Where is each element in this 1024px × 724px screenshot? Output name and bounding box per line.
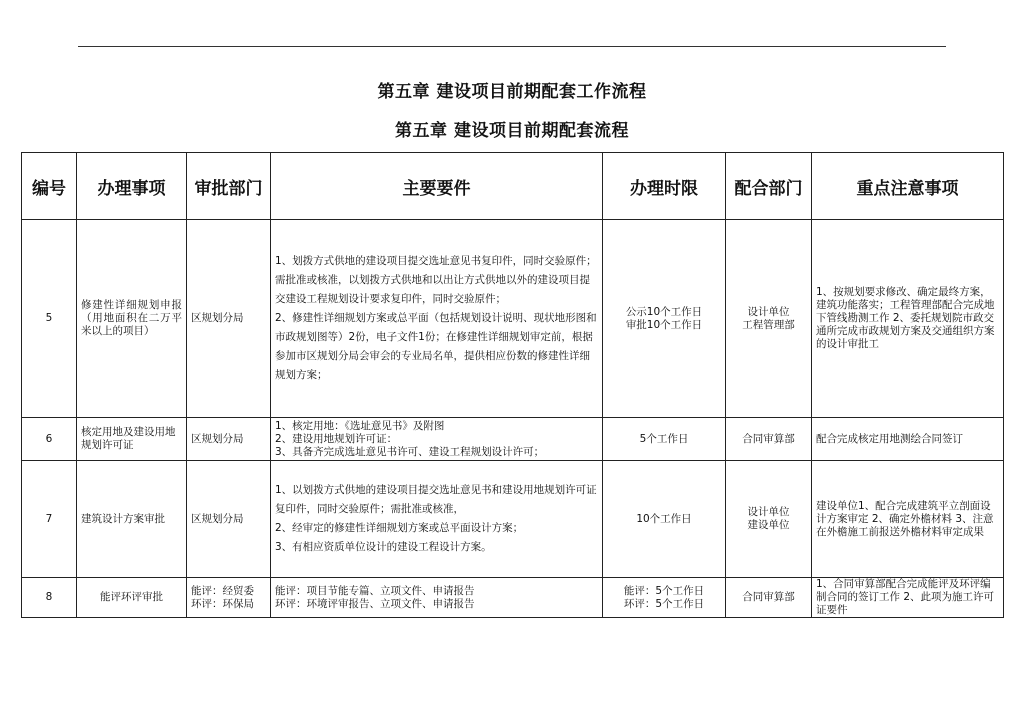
row-requirements: 1、以划拨方式供地的建设项目提交选址意见书和建设用地规划许可证复印件，同时交验原件；需批准或核准， 2、经审定的修建性详细规划方案或总平面设计方案； 3、有相应资质单位设计的建设工程设计方案。	[271, 461, 603, 578]
row-item: 能评环评审批	[77, 578, 187, 618]
row-number: 5	[22, 220, 77, 418]
row-number: 6	[22, 418, 77, 461]
row-time: 5个工作日	[603, 418, 726, 461]
row-coop: 合同审算部	[726, 578, 812, 618]
row-dept: 区规划分局	[187, 220, 271, 418]
header-number: 编号	[22, 153, 77, 220]
row-requirements: 1、核定用地：《选址意见书》及附图 2、建设用地规划许可证： 3、具备齐完成选址意见书许可、建设工程规划设计许可；	[271, 418, 603, 461]
row-dept: 区规划分局	[187, 461, 271, 578]
header-item: 办理事项	[77, 153, 187, 220]
header-time: 办理时限	[603, 153, 726, 220]
row-requirements: 能评：项目节能专篇、立项文件、申请报告 环评：环境评审报告、立项文件、申请报告	[271, 578, 603, 618]
header-coop: 配合部门	[726, 153, 812, 220]
chapter-title: 第五章 建设项目前期配套工作流程	[377, 82, 647, 102]
row-number: 7	[22, 461, 77, 578]
table-row	[22, 220, 1004, 418]
header-rule	[78, 46, 946, 47]
row-time: 公示10个工作日 审批10个工作日	[603, 220, 726, 418]
row-number: 8	[22, 578, 77, 618]
table-title: 第五章 建设项目前期配套流程	[395, 121, 629, 141]
row-time: 10个工作日	[603, 461, 726, 578]
row-item: 修建性详细规划申报（用地面积在二万平米以上的项目）	[77, 220, 187, 418]
table-row	[22, 578, 1004, 618]
header-row	[22, 153, 1004, 220]
row-coop: 设计单位 工程管理部	[726, 220, 812, 418]
header-notes: 重点注意事项	[812, 153, 1004, 220]
row-coop: 合同审算部	[726, 418, 812, 461]
row-dept: 区规划分局	[187, 418, 271, 461]
row-notes: 1、按规划要求修改、确定最终方案，建筑功能落实；工程管理部配合完成地下管线勘测工作 2、委托规划院市政交通所完成市政规划方案及交通组织方案的设计审批工	[812, 220, 1004, 418]
row-item: 核定用地及建设用地规划许可证	[77, 418, 187, 461]
row-item: 建筑设计方案审批	[77, 461, 187, 578]
table-row	[22, 418, 1004, 461]
row-coop: 设计单位 建设单位	[726, 461, 812, 578]
row-requirements: 1、划拨方式供地的建设项目提交选址意见书复印件，同时交验原件；需批准或核准，以划拨方式供地和以出让方式供地以外的建设项目提交建设工程规划设计要求复印件，同时交验原件； 2、修建性详细规划方案或总平面（包括规划设计说明、现状地形图和市政规划图等）2份，电子文件1份；在修建性详细规划审定前，根据参加市区规划分局会审会的专业局名单，提供相应份数的修建性详细规划方案；	[271, 220, 603, 418]
header-dept: 审批部门	[187, 153, 271, 220]
row-notes: 1、合同审算部配合完成能评及环评编制合同的签订工作 2、此项为施工许可证要件	[812, 578, 1004, 618]
row-time: 能评：5个工作日 环评：5个工作日	[603, 578, 726, 618]
row-notes: 建设单位1、配合完成建筑平立剖面设计方案审定 2、确定外檐材料 3、注意在外檐施工前报送外檐材料审定成果	[812, 461, 1004, 578]
header-requirements: 主要要件	[271, 153, 603, 220]
table-row	[22, 461, 1004, 578]
row-notes: 配合完成核定用地测绘合同签订	[812, 418, 1004, 461]
process-table	[21, 152, 1004, 618]
row-dept: 能评：经贸委 环评：环保局	[187, 578, 271, 618]
